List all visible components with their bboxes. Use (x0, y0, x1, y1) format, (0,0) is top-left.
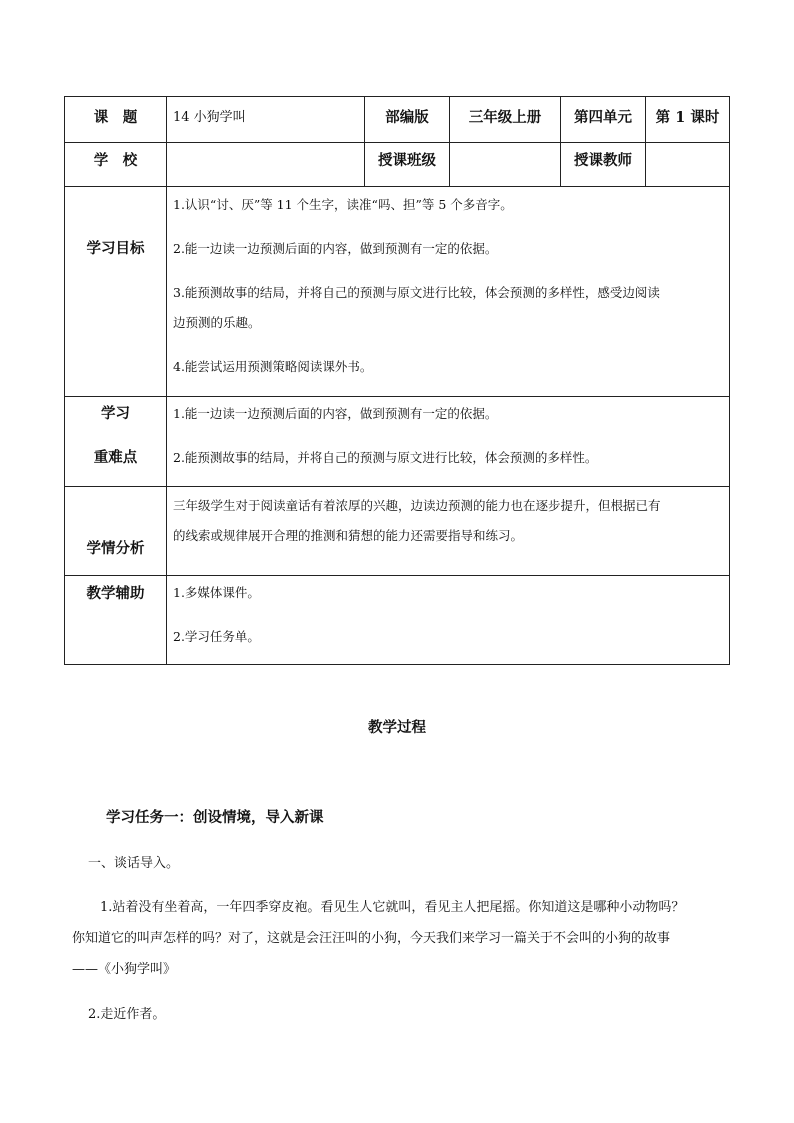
row-school (65, 143, 730, 187)
row-goals (65, 187, 730, 397)
goals-label: 学习目标 (65, 187, 167, 397)
intro-paragraph (72, 892, 740, 985)
edition: 部编版 (365, 97, 450, 143)
key-points-label (65, 397, 167, 487)
key-points-label-line2: 重难点 (93, 449, 138, 466)
unit: 第四单元 (561, 97, 646, 143)
aids-content (167, 576, 730, 665)
aid-item: 2.学习任务单。 (173, 629, 260, 644)
goal-item: 2.能一边读一边预测后面的内容，做到预测有一定的依据。 (173, 241, 498, 256)
course-label: 课 题 (65, 97, 167, 143)
goal-item: 1.认识“讨、厌”等 11 个生字，读准“吗、担”等 5 个多音字。 (173, 197, 513, 212)
paragraph-line: 1.站着没有坐着高，一年四季穿皮袍。看见生人它就叫，看见主人把尾摇。你知道这是哪种小动物吗？ (100, 900, 685, 915)
goal-item: 3.能预测故事的结局，并将自己的预测与原文进行比较，体会预测的多样性，感受边阅读 (173, 285, 660, 300)
key-points-label-line1: 学习 (101, 405, 130, 422)
aids-label: 教学辅助 (65, 576, 167, 665)
course-value: 14 小狗学叫 (167, 97, 365, 143)
grade: 三年级上册 (450, 97, 561, 143)
class-label: 授课班级 (365, 143, 450, 187)
section-title: 教学过程 (368, 719, 426, 736)
paragraph-line: 你知道它的叫声怎样的吗？对了，这就是会汪汪叫的小狗，今天我们来学习一篇关于不会叫的小狗的故事 (72, 931, 671, 946)
goals-content (167, 187, 730, 397)
period: 第 1 课时 (646, 97, 730, 143)
analysis-label: 学情分析 (65, 487, 167, 576)
key-point-item: 1.能一边读一边预测后面的内容，做到预测有一定的依据。 (173, 406, 498, 421)
row-analysis (65, 487, 730, 576)
school-value (167, 143, 365, 187)
row-course (65, 97, 730, 143)
key-point-item: 2.能预测故事的结局，并将自己的预测与原文进行比较，体会预测的多样性。 (173, 450, 598, 465)
teacher-value (646, 143, 730, 187)
class-value (450, 143, 561, 187)
analysis-content (167, 487, 730, 576)
lesson-info-table (64, 96, 730, 665)
row-key-points (65, 397, 730, 487)
paragraph-line: ——《小狗学叫》 (72, 962, 177, 977)
teacher-label: 授课教师 (561, 143, 646, 187)
analysis-line: 的线索或规律展开合理的推测和猜想的能力还需要指导和练习。 (173, 528, 524, 543)
row-aids (65, 576, 730, 665)
analysis-line: 三年级学生对于阅读童话有着浓厚的兴趣，边读边预测的能力也在逐步提升，但根据已有 (173, 498, 661, 513)
section-heading: 一、谈话导入。 (88, 856, 180, 871)
list-item: 2.走近作者。 (88, 1007, 166, 1022)
aid-item: 1.多媒体课件。 (173, 585, 260, 600)
goal-item: 4.能尝试运用预测策略阅读课外书。 (173, 359, 373, 374)
key-points-content (167, 397, 730, 487)
school-label: 学 校 (65, 143, 167, 187)
task-title: 学习任务一：创设情境，导入新课 (106, 809, 324, 826)
goal-item: 边预测的乐趣。 (173, 315, 261, 330)
